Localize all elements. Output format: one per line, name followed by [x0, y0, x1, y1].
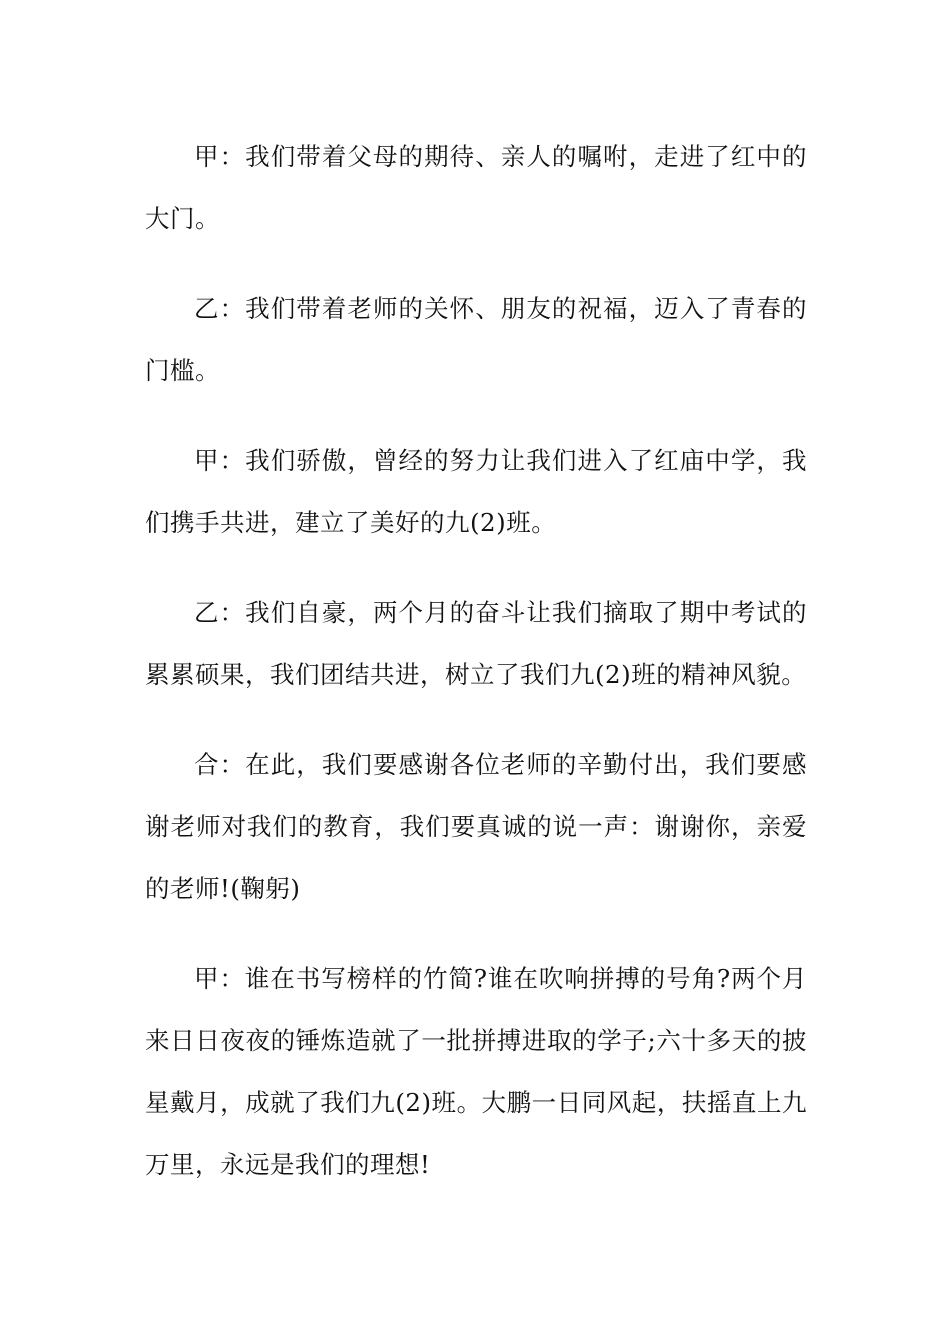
dialogue-paragraph: 甲：我们带着父母的期待、亲人的嘱咐，走进了红中的大门。 — [145, 142, 807, 233]
dialogue-paragraph: 甲：我们骄傲，曾经的努力让我们进入了红庙中学，我们携手共进，建立了美好的九(2)班。 — [145, 446, 807, 537]
dialogue-paragraph: 乙：我们带着老师的关怀、朋友的祝福，迈入了青春的门槛。 — [145, 294, 807, 385]
dialogue-paragraph: 乙：我们自豪，两个月的奋斗让我们摘取了期中考试的累累硕果，我们团结共进，树立了我们九(2)班的精神风貌。 — [145, 598, 807, 689]
dialogue-paragraph: 甲：谁在书写榜样的竹简?谁在吹响拼搏的号角?两个月来日日夜夜的锤炼造就了一批拼搏进取的学子;六十多天的披星戴月，成就了我们九(2)班。大鹏一日同风起，扶摇直上九万里，永远是我们的理想! — [145, 964, 807, 1179]
document-page — [145, 126, 807, 1196]
dialogue-paragraph: 合：在此，我们要感谢各位老师的辛勤付出，我们要感谢老师对我们的教育，我们要真诚的说一声：谢谢你，亲爱的老师!(鞠躬) — [145, 750, 807, 903]
